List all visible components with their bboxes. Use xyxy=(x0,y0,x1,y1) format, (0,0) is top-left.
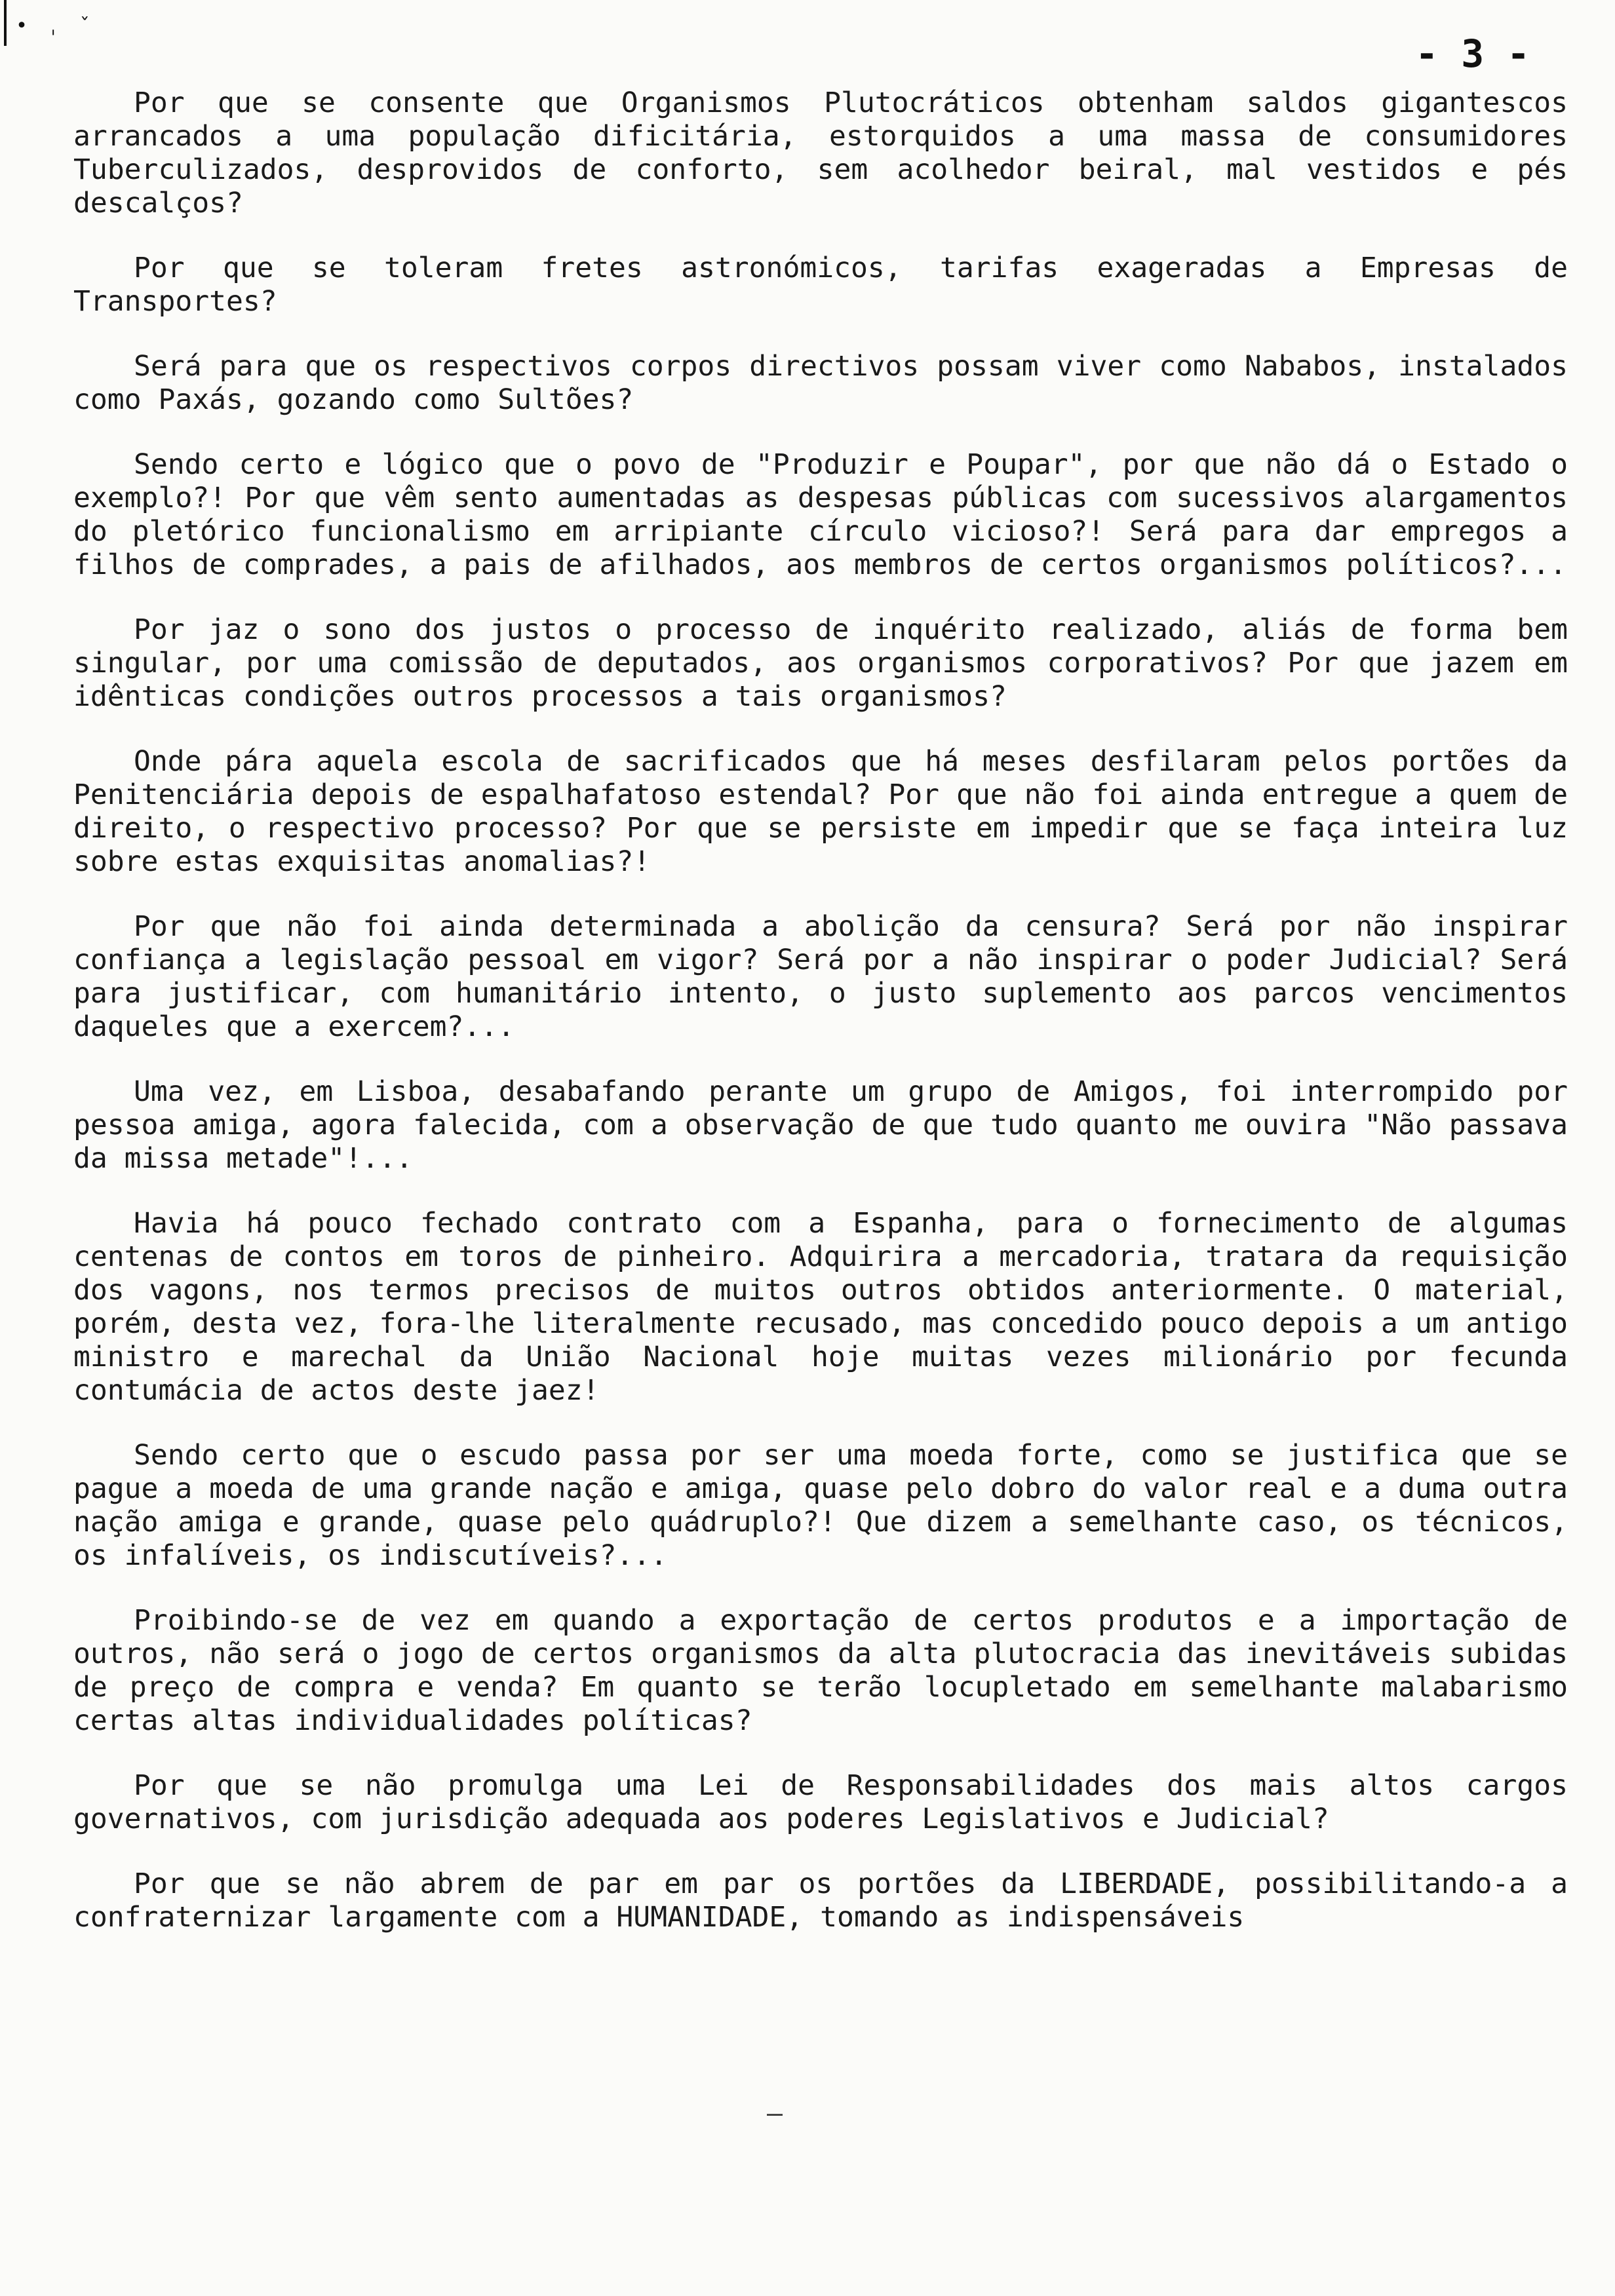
left-margin-mark xyxy=(4,0,7,46)
paragraph: Sendo certo e lógico que o povo de "Produzir e Poupar", por que não dá o Estado o exemplo?! Por que vêm sento aumentadas as despesas públicas com sucessivos alargamentos do pletórico funcionalismo em arripiante círculo vicioso?! Será para dar empregos a filhos de comprades, a pais de afilhados, aos membros de certos organismos políticos?... xyxy=(73,448,1568,581)
paragraph: Por que se toleram fretes astronómicos, tarifas exageradas a Empresas de Transportes? xyxy=(73,252,1568,318)
paragraph: Proibindo-se de vez em quando a exportação de certos produtos e a importação de outros, não será o jogo de certos organismos da alta plutocracia das inevitáveis subidas de preço de compra e venda? Em quanto se terão locupletado em semelhante malabarismo certas altas individualidades políticas? xyxy=(73,1604,1568,1737)
paragraph: Por que não foi ainda determinada a abolição da censura? Será por não inspirar confiança a legislação pessoal em vigor? Será por a não inspirar o poder Judicial? Será para justificar, com humanitário intento, o justo suplemento aos parcos vencimentos daqueles que a exercem?... xyxy=(73,910,1568,1043)
paragraph: Havia há pouco fechado contrato com a Espanha, para o fornecimento de algumas centenas de contos em toros de pinheiro. Adquirira a mercadoria, tratara da requisição dos vagons, nos termos precisos de muitos outros obtidos anteriormente. O material, porém, desta vez, fora-lhe literalmente recusado, mas concedido pouco depois a um antigo ministro e marechal da União Nacional hoje muitas vezes milionário por fecunda contumácia de actos deste jaez! xyxy=(73,1207,1568,1407)
paragraph: Será para que os respectivos corpos directivos possam viver como Nababos, instalados como Paxás, gozando como Sultões? xyxy=(73,350,1568,416)
paragraph: Por que se não abrem de par em par os portões da LIBERDADE, possibilitando-a a confraternizar largamente com a HUMANIDADE, tomando as indispensáveis xyxy=(73,1867,1568,1934)
paragraph: Por jaz o sono dos justos o processo de inquérito realizado, aliás de forma bem singular, por uma comissão de deputados, aos organismos corporativos? Por que jazem em idênticas condições outros processos a tais organismos? xyxy=(73,613,1568,713)
body-text xyxy=(73,86,1568,1966)
paragraph: Por que se consente que Organismos Plutocráticos obtenham saldos gigantescos arrancados a uma população dificitária, estorquidos a uma massa de consumidores Tuberculizados, desprovidos de conforto, sem acolhedor beiral, mal vestidos e pés descalços? xyxy=(73,86,1568,220)
page-number: - 3 - xyxy=(1415,31,1530,76)
corner-marks: • ˌ ˇ xyxy=(16,14,95,37)
paragraph: Onde pára aquela escola de sacrificados que há meses desfilaram pelos portões da Penitenciária depois de espalhafatoso estendal? Por que não foi ainda entregue a quem de direito, o respectivo processo? Por que se persiste em impedir que se faça inteira luz sobre estas exquisitas anomalias?! xyxy=(73,745,1568,878)
paragraph: Por que se não promulga uma Lei de Responsabilidades dos mais altos cargos governativos, com jurisdição adequada aos poderes Legislativos e Judicial? xyxy=(73,1769,1568,1835)
bottom-stray-mark xyxy=(767,2114,783,2116)
paragraph: Sendo certo que o escudo passa por ser uma moeda forte, como se justifica que se pague a moeda de uma grande nação e amiga, quase pelo dobro do valor real e a duma outra nação amiga e grande, quase pelo quádruplo?! Que dizem a semelhante caso, os técnicos, os infalíveis, os indiscutíveis?... xyxy=(73,1439,1568,1572)
paragraph: Uma vez, em Lisboa, desabafando perante um grupo de Amigos, foi interrompido por pessoa amiga, agora falecida, com a observação de que tudo quanto me ouvira "Não passava da missa metade"!... xyxy=(73,1075,1568,1175)
